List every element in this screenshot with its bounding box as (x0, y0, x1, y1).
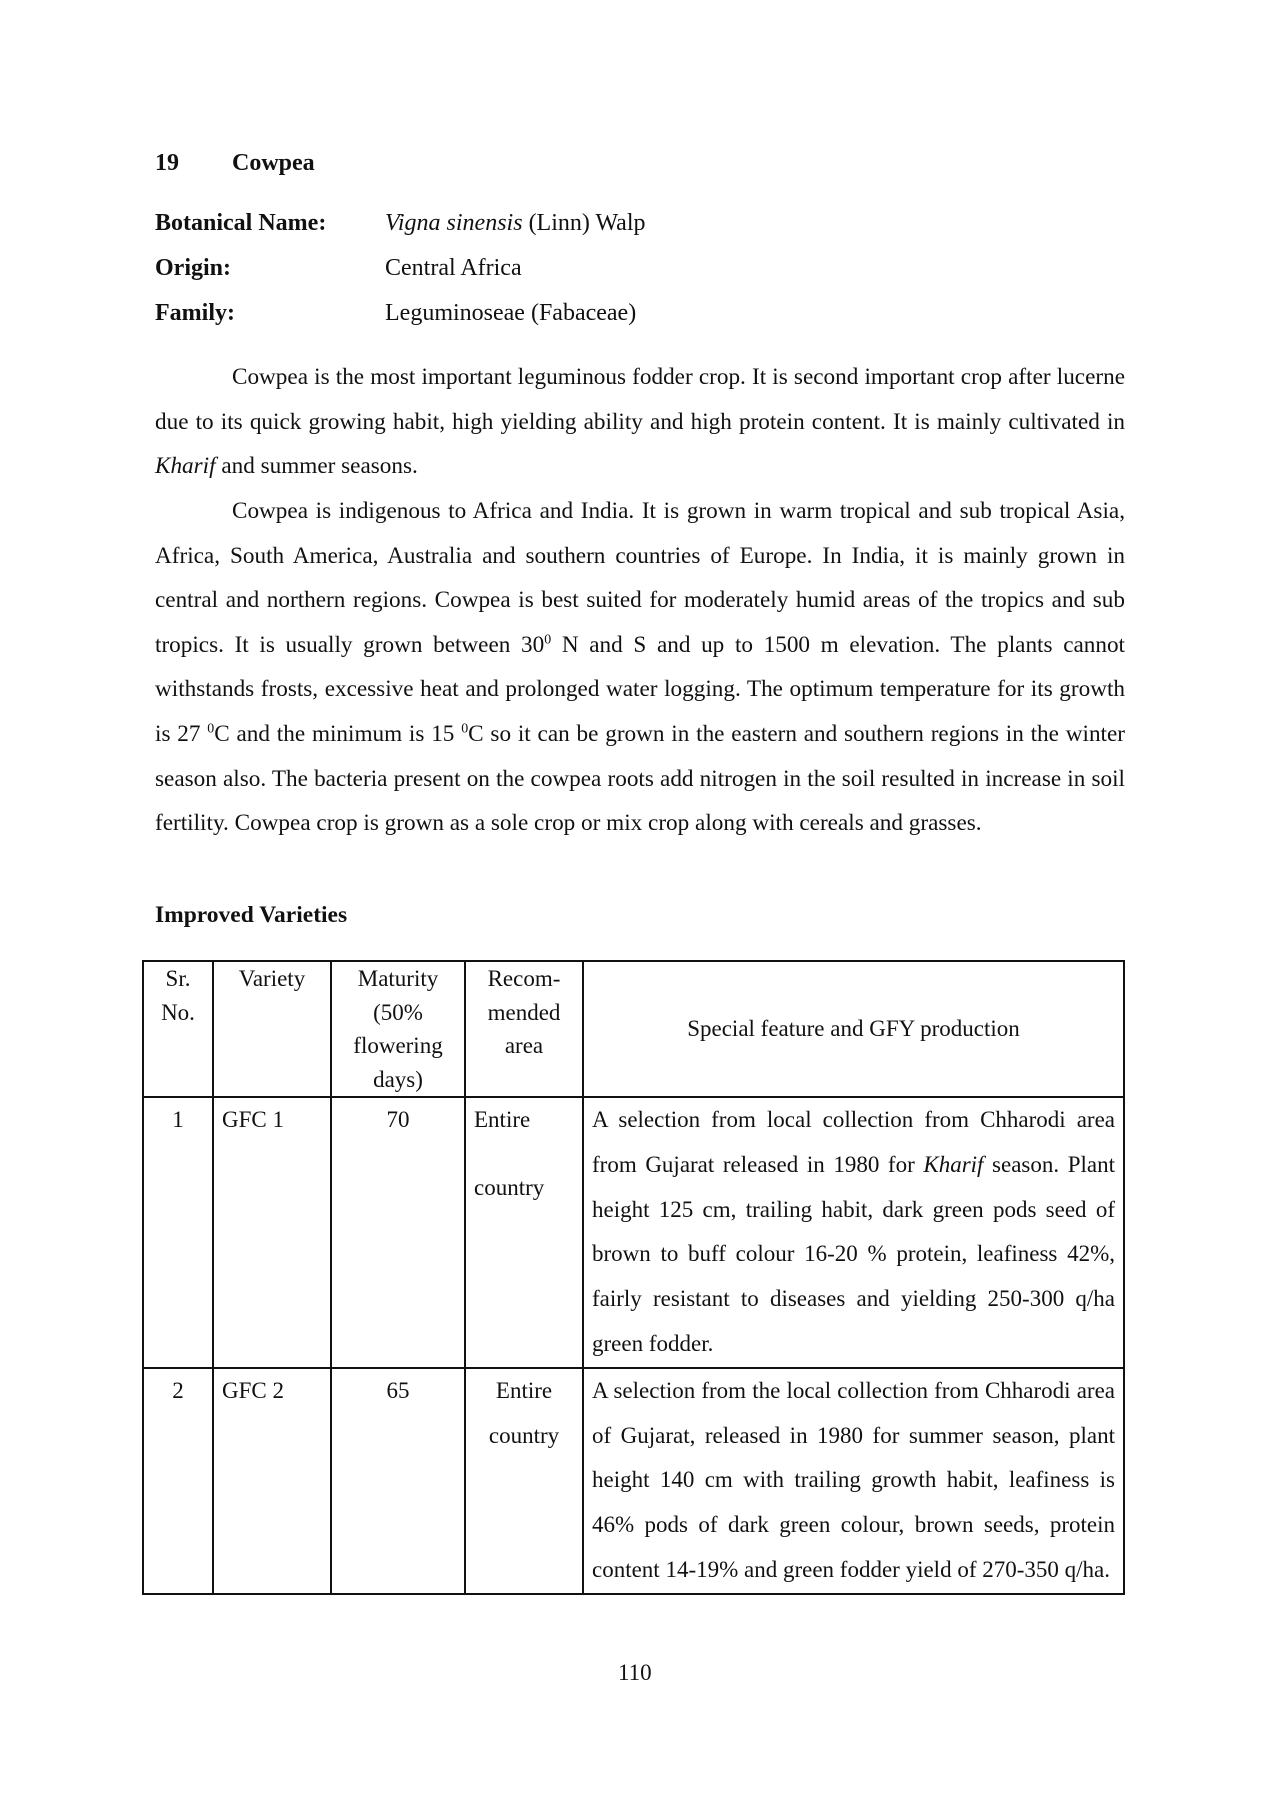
feature-text: season. Plant height 125 cm, trailing habit, dark green pods seed of brown to buff colour 16-20 % protein, leafiness 42%, fairly resistant to diseases and yielding 250-300 q/ha green fodder. (592, 1151, 1115, 1356)
header-maturity (331, 961, 465, 1097)
family-value: Leguminoseae (Fabaceae) (385, 300, 637, 326)
header-special-feature: Special feature and GFY production (583, 961, 1124, 1097)
botanical-name-authority: (Linn) Walp (522, 210, 646, 236)
distribution-text-2: N and S and up to 1500 m elevation. The plants cannot withstands frosts, excessive heat and prolonged water logging. The optimum temperature for its growth is 27 (155, 631, 1125, 747)
page-number: 110 (618, 1660, 652, 1685)
cell-feature (583, 1368, 1124, 1594)
intro-italic-term: Kharif (155, 453, 216, 480)
botanical-name-label: Botanical Name: (155, 210, 327, 236)
header-variety: Variety (213, 961, 331, 1097)
distribution-text-3: C and the minimum is 15 (214, 720, 462, 747)
botanical-name-italic: Vigna sinensis (385, 210, 523, 236)
varieties-table (142, 960, 1125, 1595)
header-text: mended (487, 999, 561, 1025)
header-sr-no (143, 961, 213, 1097)
header-text: Maturity (357, 966, 439, 991)
area-line: country (488, 1422, 560, 1448)
feature-text: A selection from local collection from Chharodi area from Gujarat released in 1980 for (592, 1107, 1115, 1177)
degree-superscript: 0 (544, 632, 552, 648)
cell-maturity: 70 (331, 1097, 465, 1368)
header-text: days) (373, 1066, 423, 1092)
distribution-text-1: Cowpea is indigenous to Africa and India. It is grown in warm tropical and sub tropical Asia, Africa, South America, Australia and southern countries of Europe. In India, it is mainly grown in central and northern regions. Cowpea is best suited for moderately humid areas of the tropics and sub tropics. It is usually grown between 30 (155, 498, 1125, 658)
header-text: Recom- (487, 966, 561, 991)
cell-sr-no: 1 (143, 1097, 213, 1368)
intro-text-end: and summer seasons. (215, 453, 418, 480)
cell-variety: GFC 1 (213, 1097, 331, 1368)
botanical-name-value (385, 210, 646, 237)
header-text: (50% (373, 999, 423, 1025)
origin-label: Origin: (155, 255, 231, 281)
intro-text: Cowpea is the most important leguminous fodder crop. It is second important crop after lucerne due to its quick growing habit, high yielding ability and high protein content. It is mainly cultivated in (155, 364, 1125, 435)
table-row (143, 1368, 1124, 1594)
header-text: area (504, 1033, 544, 1058)
cell-area (465, 1097, 583, 1368)
header-text: Sr. (165, 966, 191, 991)
area-line: Entire (474, 1107, 531, 1132)
cell-maturity: 65 (331, 1368, 465, 1594)
distribution-paragraph (155, 489, 1125, 846)
cell-sr-no: 2 (143, 1368, 213, 1594)
header-recommended-area (465, 961, 583, 1097)
family-label: Family: (155, 300, 235, 326)
cell-area (465, 1368, 583, 1594)
table-header-row (143, 961, 1124, 1097)
area-line: country (474, 1174, 545, 1200)
improved-varieties-heading: Improved Varieties (155, 902, 348, 928)
area-line: Entire (495, 1377, 553, 1403)
table-row (143, 1097, 1124, 1368)
section-title: Cowpea (232, 150, 315, 176)
distribution-text-4: C so it can be grown in the eastern and southern regions in the winter season also. The bacteria present on the cowpea roots add nitrogen in the soil resulted in increase in soil fertility. Cowpea crop is grown as a sole crop or mix crop along with cereals and grasses. (155, 720, 1125, 837)
degree-superscript: 0 (461, 721, 469, 737)
cell-feature (583, 1097, 1124, 1368)
section-number: 19 (155, 150, 179, 176)
cell-variety: GFC 2 (213, 1368, 331, 1594)
header-text: No. (161, 999, 195, 1025)
origin-value: Central Africa (385, 255, 522, 281)
header-text: flowering (353, 1033, 443, 1058)
degree-superscript: 0 (207, 721, 215, 737)
feature-italic-term: Kharif (923, 1151, 984, 1177)
intro-paragraph (155, 355, 1125, 489)
feature-text: A selection from the local collection from Chharodi area of Gujarat, released in 1980 for summer season, plant height 140 cm with trailing growth habit, leafiness is 46% pods of dark green colour, brown seeds, protein content 14-19% and green fodder yield of 270-350 q/ha. (592, 1377, 1115, 1582)
